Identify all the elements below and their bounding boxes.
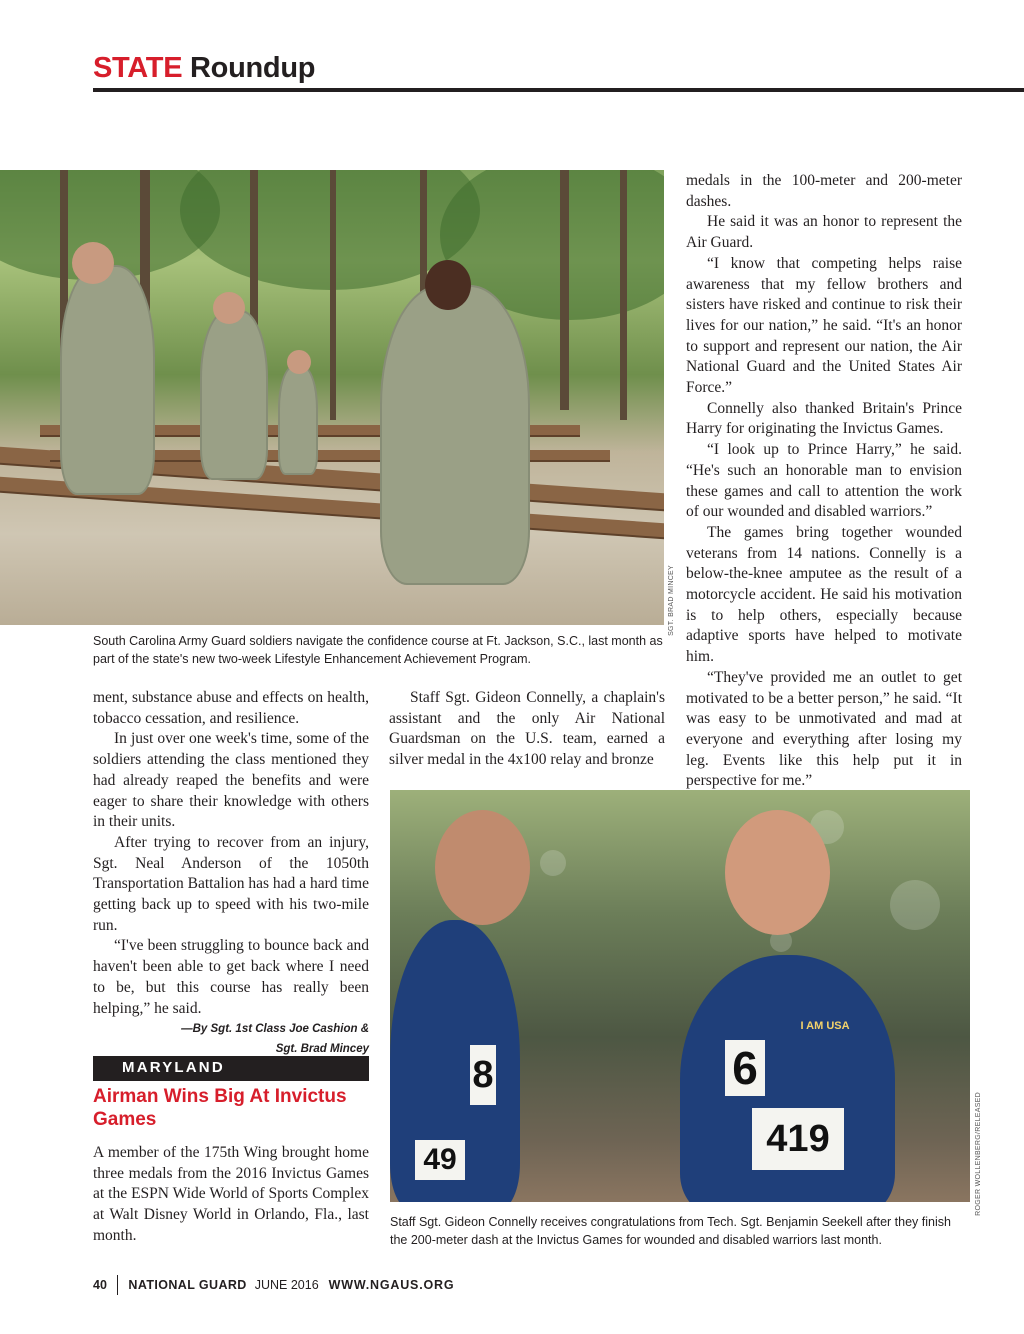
- paragraph: “I've been struggling to bounce back and haven't been able to get back where I need to be, but this course has really been helping,” he said.: [93, 937, 369, 1017]
- invictus-games-photo: [390, 790, 970, 1202]
- photo-credit: ROGER WOLLENBERG/RELEASED: [975, 1092, 982, 1216]
- paragraph: ment, substance abuse and effects on health, tobacco cessation, and resilience.: [93, 689, 369, 727]
- paragraph: medals in the 100-meter and 200-meter dashes.: [686, 172, 962, 210]
- race-bib-right: 6: [725, 1040, 765, 1096]
- section-header-accent: STATE: [93, 52, 183, 84]
- website-link[interactable]: WWW.NGAUS.ORG: [328, 1278, 455, 1292]
- paragraph: In just over one week's time, some of the soldiers attending the class mentioned they had already reaped the benefits and were eager to share their knowledge with others in their units.: [93, 730, 369, 831]
- paragraph: Staff Sgt. Gideon Connelly, a chaplain's assistant and the only Air National Guardsman on the U.S. team, earned a silver medal in the 4x100 relay and bronze: [389, 689, 665, 769]
- byline: Sgt. Brad Mincey: [275, 1043, 369, 1056]
- race-bib-number: 419: [752, 1108, 844, 1170]
- photo-caption: South Carolina Army Guard soldiers navigate the confidence course at Ft. Jackson, S.C., last month as part of the state's new two-week Lifestyle Enhancement Achievement Program.: [93, 634, 663, 666]
- article-column-middle: [389, 688, 665, 771]
- race-bib-partial: 49: [415, 1140, 465, 1180]
- paragraph: “They've provided me an outlet to get motivated to be a better person,” he said. “It was easy to be unmotivated and mad at everyone and everything after losing my leg. Events like this help put it in perspective for me.”: [686, 668, 962, 790]
- paragraph: Connelly also thanked Britain's Prince Harry for originating the Invictus Games.: [686, 399, 962, 438]
- section-header: [93, 52, 315, 85]
- page-footer: [93, 1275, 454, 1295]
- article-lede: A member of the 175th Wing brought home three medals from the 2016 Invictus Games at the ESPN Wide World of Sports Complex at Walt Disney World in Orlando, Fla., last month.: [93, 1144, 369, 1244]
- article-headline: Airman Wins Big At Invictus Games: [93, 1086, 347, 1130]
- section-header-title: Roundup: [190, 52, 316, 84]
- issue-date: JUNE 2016: [254, 1278, 319, 1292]
- paragraph: He said it was an honor to represent the Air Guard.: [686, 213, 962, 252]
- paragraph: After trying to recover from an injury, Sgt. Neal Anderson of the 1050th Transportation Battalion has had a hard time getting back up to speed with his two-mile run.: [93, 833, 369, 934]
- race-bib-left: 8: [470, 1045, 496, 1105]
- byline: —By Sgt. 1st Class Joe Cashion &: [181, 1023, 369, 1036]
- photo-caption: Staff Sgt. Gideon Connelly receives congratulations from Tech. Sgt. Benjamin Seekell after they finish the 200-meter dash at the Invictus Games for wounded and disabled warriors last month.: [390, 1215, 951, 1247]
- paragraph: The games bring together wounded veterans from 14 nations. Connelly is a below-the-knee amputee as the result of a motorcycle accident. He said his motivation is to help others, especially because adaptive sports have helped to motivate him.: [686, 523, 962, 666]
- page-number: 40: [93, 1278, 107, 1292]
- state-section-label: MARYLAND: [93, 1056, 369, 1081]
- paragraph: “I know that competing helps raise awareness that my fellow brothers and sisters have risked and continue to risk their lives for our nation,” he said. “It's an honor to support and represent our nation, the Air National Guard and the United States Air Force.”: [686, 254, 962, 397]
- magazine-name: NATIONAL GUARD: [128, 1278, 247, 1292]
- confidence-course-photo: [0, 170, 664, 625]
- shirt-logo: I AM USA: [800, 1020, 850, 1032]
- footer-divider: [117, 1275, 119, 1295]
- header-rule: [93, 88, 1024, 92]
- paragraph: “I look up to Prince Harry,” he said. “He's such an honorable man to envision these games and call to attention the work of our wounded and disabled warriors.”: [686, 441, 962, 521]
- article-column-right: [686, 171, 962, 812]
- article-column-left: [93, 688, 369, 1059]
- photo-credit: SGT. BRAD MINCEY: [668, 565, 675, 636]
